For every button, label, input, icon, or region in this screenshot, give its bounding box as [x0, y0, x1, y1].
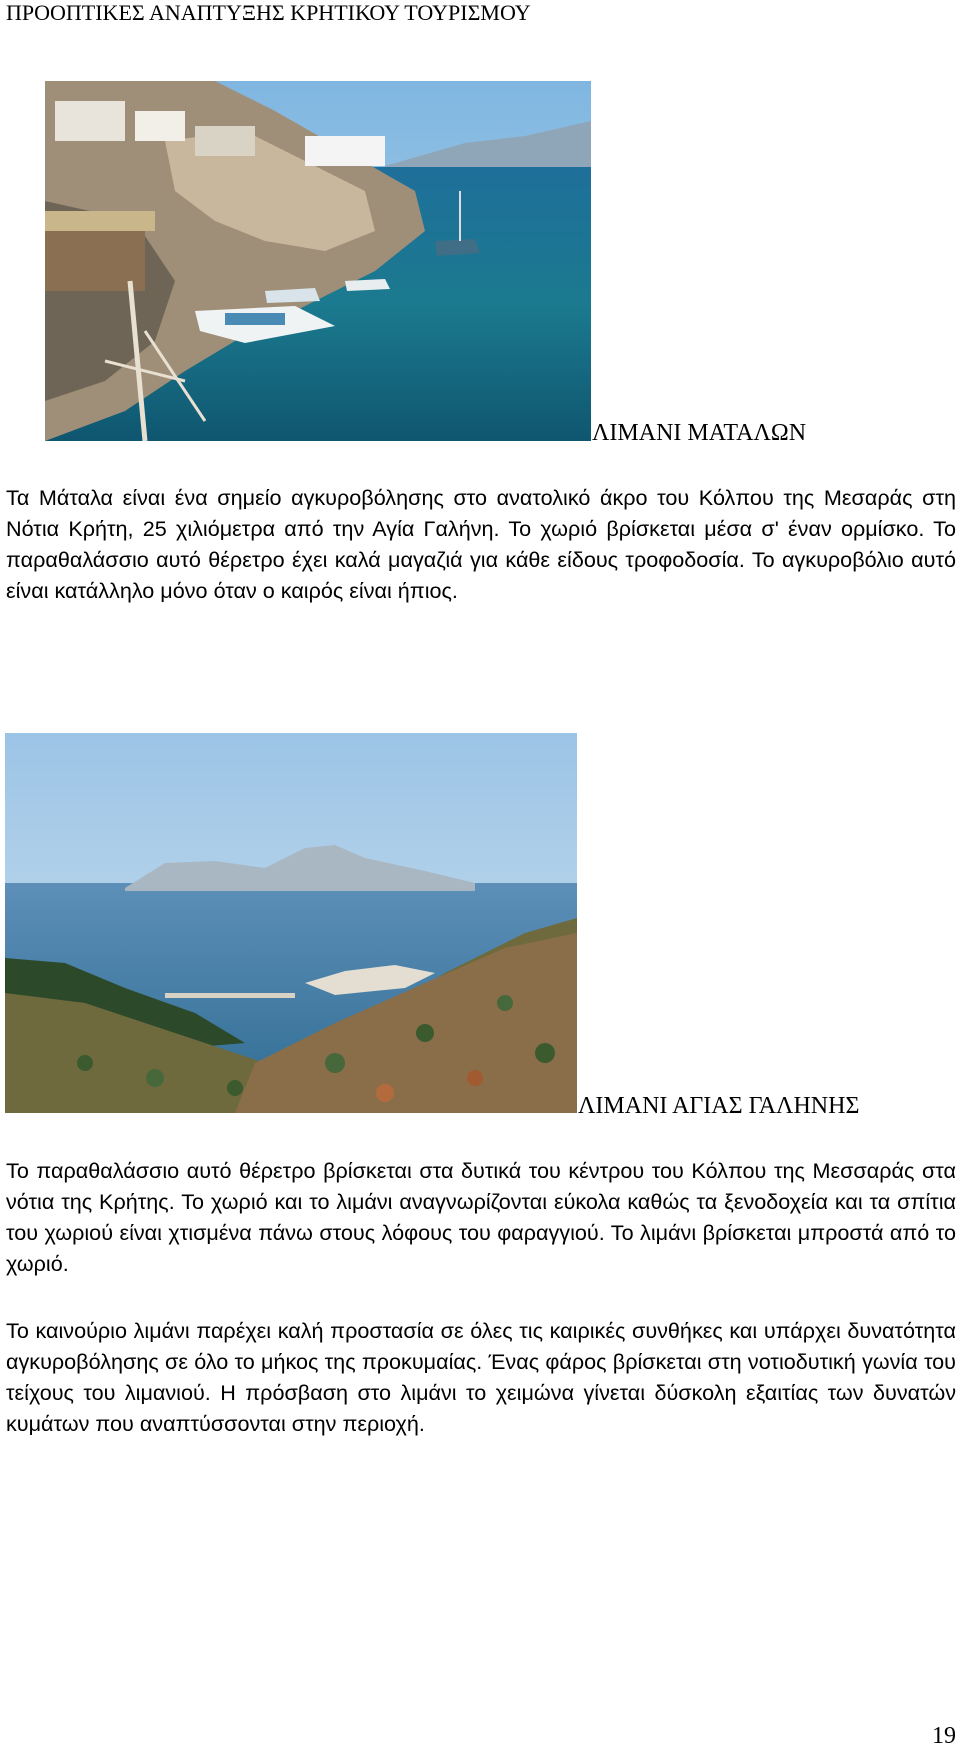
agia-galini-harbour-photo	[5, 733, 577, 1113]
matala-harbour-caption: ΛΙΜΑΝΙ ΜΑΤΑΛΩΝ	[592, 420, 807, 446]
agia-galini-harbour-caption: ΛΙΜΑΝΙ ΑΓΙΑΣ ΓΑΛΗΝΗΣ	[578, 1093, 860, 1119]
matala-description-paragraph: Τα Μάταλα είναι ένα σημείο αγκυροβόλησης στο ανατολικό άκρο του Κόλπου της Μεσαράς στη Νότια Κρήτη, 25 χιλιόμετρα από την Αγία Γαλήνη. Το χωριό βρίσκεται μέσα σ' έναν ορμίσκο. Το παραθαλάσσιο αυτό θέρετρο έχει καλά μαγαζιά για κάθε είδους τροφοδοσία. Το αγκυροβόλιο αυτό είναι κατάλληλο μόνο όταν ο καιρός είναι ήπιος.	[6, 485, 956, 603]
agia-galini-harbour-paragraph: Το καινούριο λιμάνι παρέχει καλή προστασία σε όλες τις καιρικές συνθήκες και υπάρχει δυνατότητα αγκυροβόλησης σε όλο το μήκος της προκυμαίας. Ένας φάρος βρίσκεται στη νοτιοδυτική γωνία του τείχους του λιμανιού. Η πρόσβαση στο λιμάνι το χειμώνα γίνεται δύσκολη εξαιτίας των δυνατών κυμάτων που αναπτύσσονται στην περιοχή.	[6, 1318, 956, 1436]
matala-harbour-photo	[45, 81, 591, 441]
document-header-title: ΠΡΟΟΠΤΙΚΕΣ ΑΝΑΠΤΥΞΗΣ ΚΡΗΤΙΚΟΥ ΤΟΥΡΙΣΜΟΥ	[6, 0, 531, 25]
page-number: 19	[932, 1723, 956, 1749]
agia-galini-description-paragraph: Το παραθαλάσσιο αυτό θέρετρο βρίσκεται στα δυτικά του κέντρου του Κόλπου της Μεσσαράς στα νότια της Κρήτης. Το χωριό και το λιμάνι αναγνωρίζονται εύκολα καθώς τα ξενοδοχεία και τα σπίτια του χωριού είναι χτισμένα πάνω στους λόφους του φαραγγιού. Το λιμάνι βρίσκεται μπροστά από το χωριό.	[6, 1158, 956, 1276]
